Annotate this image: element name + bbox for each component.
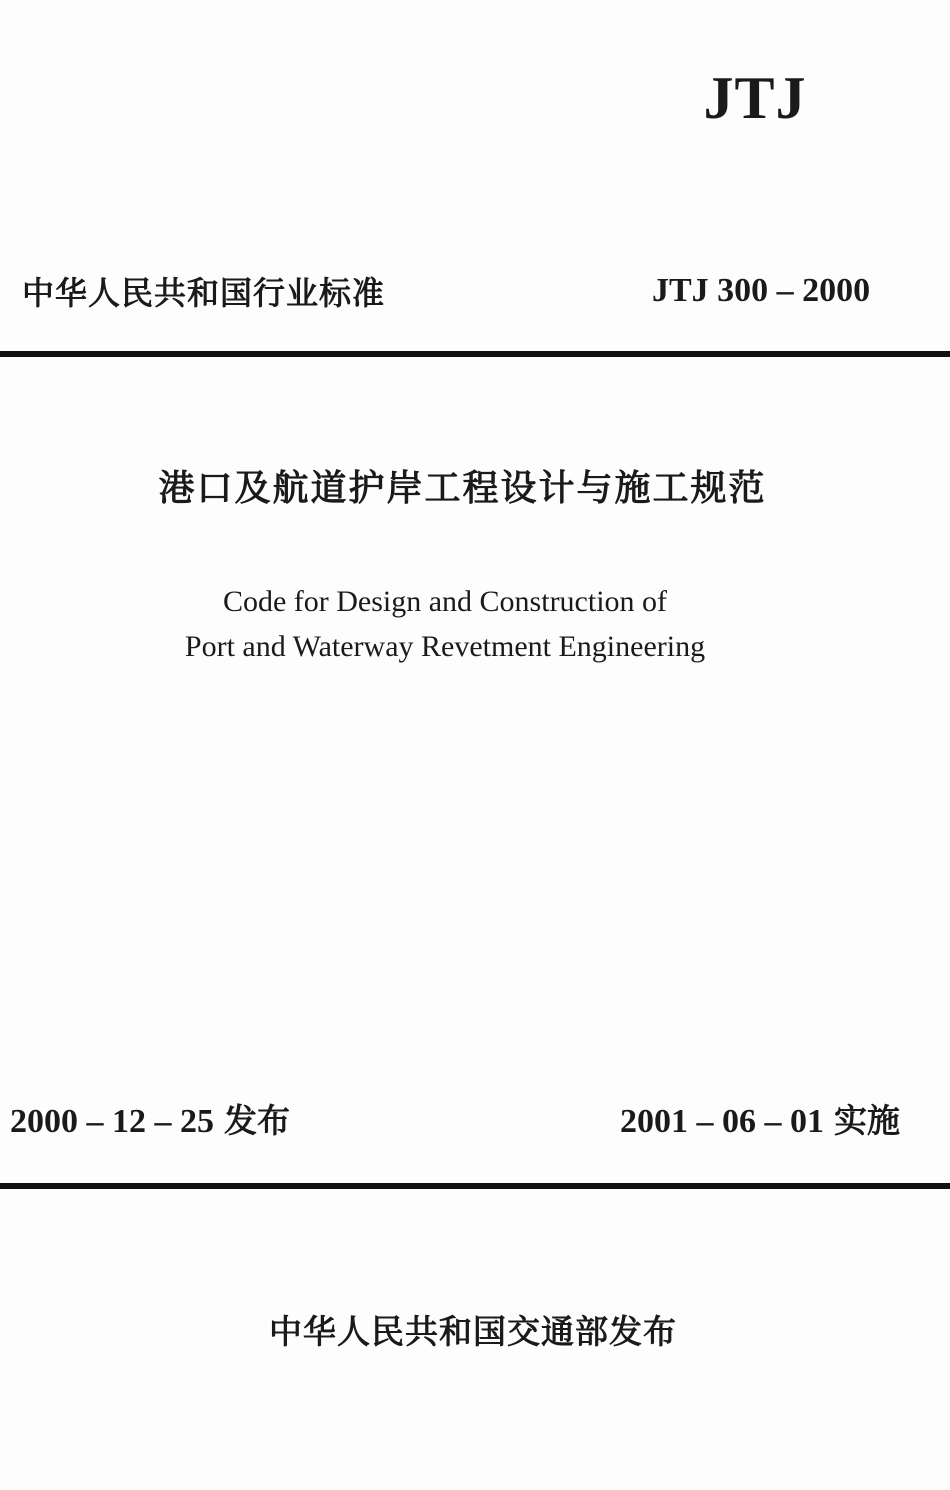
issue-date-block xyxy=(10,1095,290,1142)
standard-type-label: 中华人民共和国行业标准 xyxy=(22,274,386,312)
publisher-line: 中华人民共和国交通部发布 xyxy=(269,1312,677,1351)
issue-date: 2000 – 12 – 25 xyxy=(10,1103,214,1140)
standard-number: JTJ 300 – 2000 xyxy=(652,272,871,309)
implement-label: 实施 xyxy=(834,1101,900,1140)
implement-date: 2001 – 06 – 01 xyxy=(620,1103,824,1140)
title-chinese: 港口及航道护岸工程设计与施工规范 xyxy=(158,468,767,509)
implement-date-block xyxy=(620,1095,900,1142)
title-english-line-2: Port and Waterway Revetment Engineering xyxy=(184,630,706,663)
standard-code-mark: JTJ xyxy=(703,65,807,131)
top-divider-rule xyxy=(0,351,950,357)
title-english-line-1: Code for Design and Construction of xyxy=(222,585,668,618)
bottom-divider-rule xyxy=(0,1183,950,1189)
issue-label: 发布 xyxy=(224,1101,290,1140)
